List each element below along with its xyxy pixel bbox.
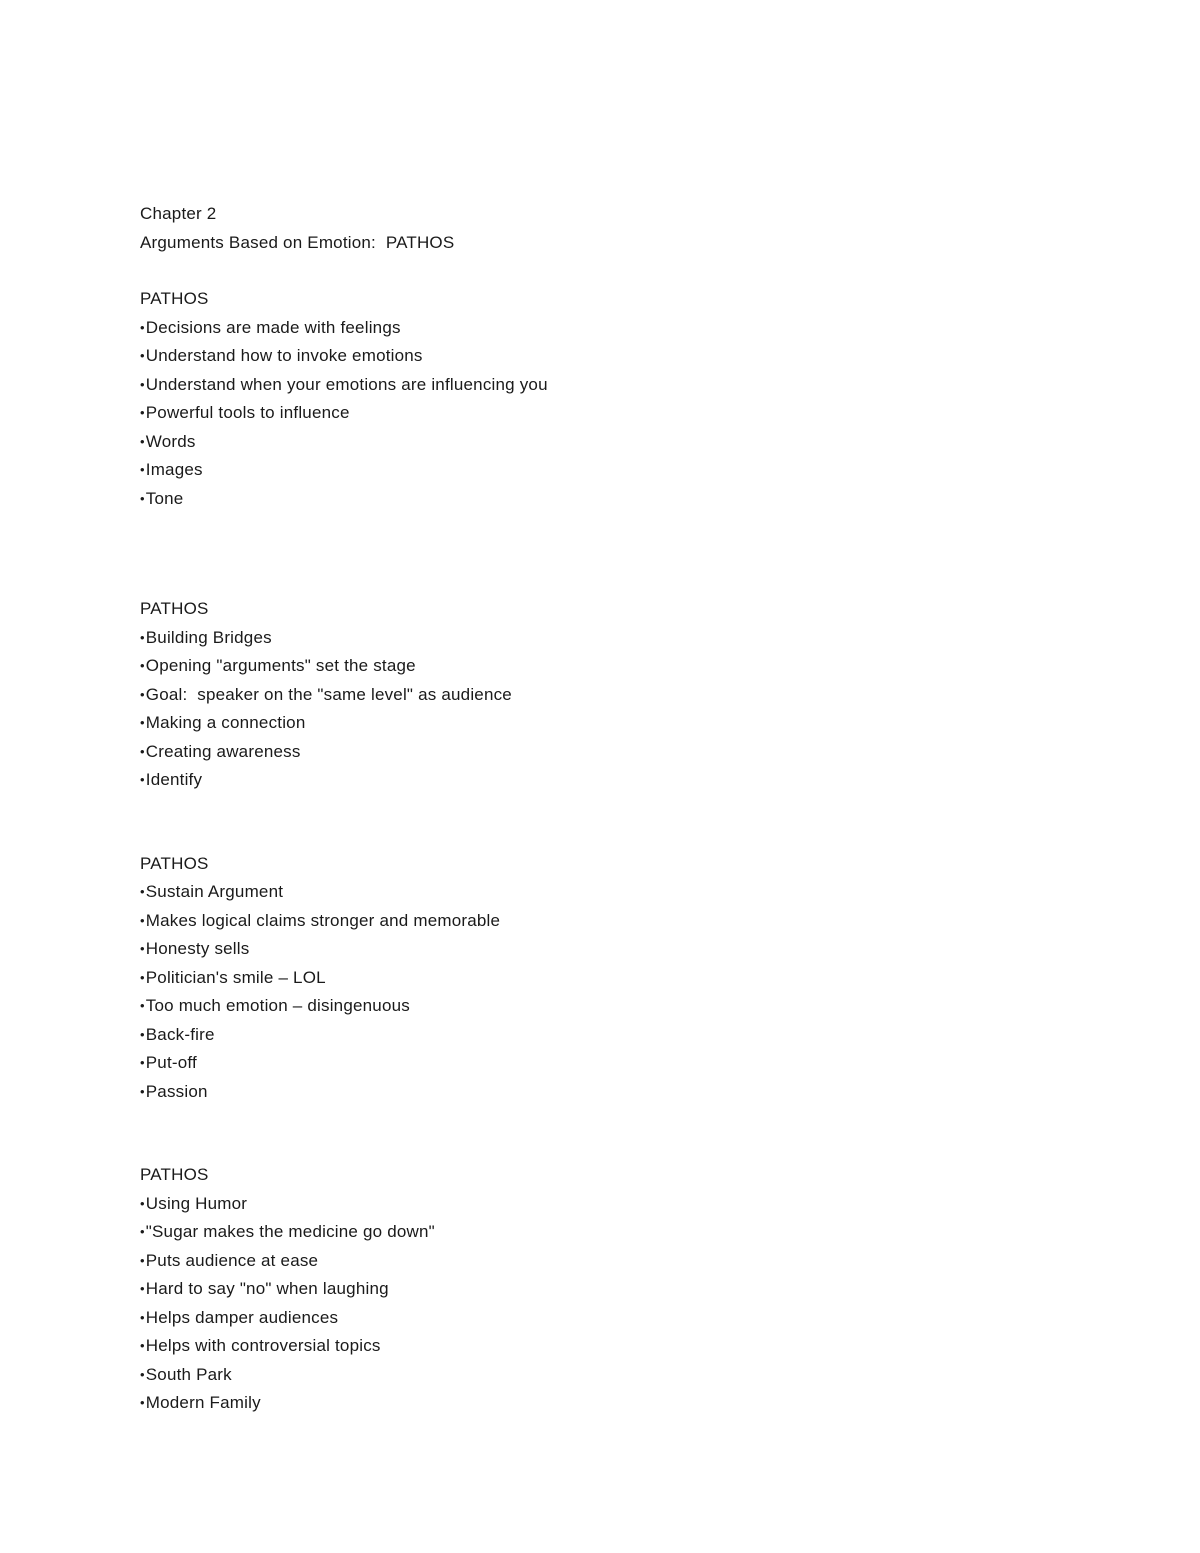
bullet-item: • Creating awareness [140,738,1120,767]
pathos-section [140,285,1120,513]
bullet-item: • Words [140,428,1120,457]
bullet-item: • Building Bridges [140,624,1120,653]
section-heading: PATHOS [140,853,209,873]
pathos-section [140,850,1120,1107]
section-heading: PATHOS [140,599,209,618]
section-heading: PATHOS [140,289,209,308]
bullet-item: • Powerful tools to influence [140,399,1120,428]
bullet-item: • Goal: speaker on the "same level" as audience [140,681,1120,710]
bullet-item: • Makes logical claims stronger and memorable [140,907,1120,936]
bullet-item: • Politician's smile – LOL [140,964,1120,993]
bullet-item: • Opening "arguments" set the stage [140,652,1120,681]
document-title: Arguments Based on Emotion: PATHOS [140,232,455,252]
bullet-item: • Back-fire [140,1021,1120,1050]
bullet-item: • Identify [140,766,1120,795]
chapter-title: Chapter 2 [140,204,217,223]
sections-container [140,285,1120,1418]
bullet-item: • Tone [140,485,1120,514]
bullet-item: • Understand how to invoke emotions [140,342,1120,371]
bullet-item: • South Park [140,1361,1120,1390]
bullet-item: • Modern Family [140,1389,1120,1418]
bullet-item: • Passion [140,1078,1120,1107]
bullet-item: • Too much emotion – disingenuous [140,992,1120,1021]
pathos-section [140,595,1120,795]
bullet-item: • "Sugar makes the medicine go down" [140,1218,1120,1247]
bullet-item: • Decisions are made with feelings [140,314,1120,343]
bullet-item: • Hard to say "no" when laughing [140,1275,1120,1304]
bullet-item: • Sustain Argument [140,878,1120,907]
bullet-item: • Honesty sells [140,935,1120,964]
bullet-item: • Making a connection [140,709,1120,738]
pathos-section [140,1161,1120,1418]
section-heading: PATHOS [140,1165,209,1184]
bullet-item: • Using Humor [140,1190,1120,1219]
bullet-item: • Images [140,456,1120,485]
bullet-item: • Helps with controversial topics [140,1332,1120,1361]
document-header [140,200,1120,257]
bullet-item: • Puts audience at ease [140,1247,1120,1276]
bullet-item: • Understand when your emotions are influencing you [140,371,1120,400]
bullet-item: • Put-off [140,1049,1120,1078]
bullet-item: • Helps damper audiences [140,1304,1120,1333]
